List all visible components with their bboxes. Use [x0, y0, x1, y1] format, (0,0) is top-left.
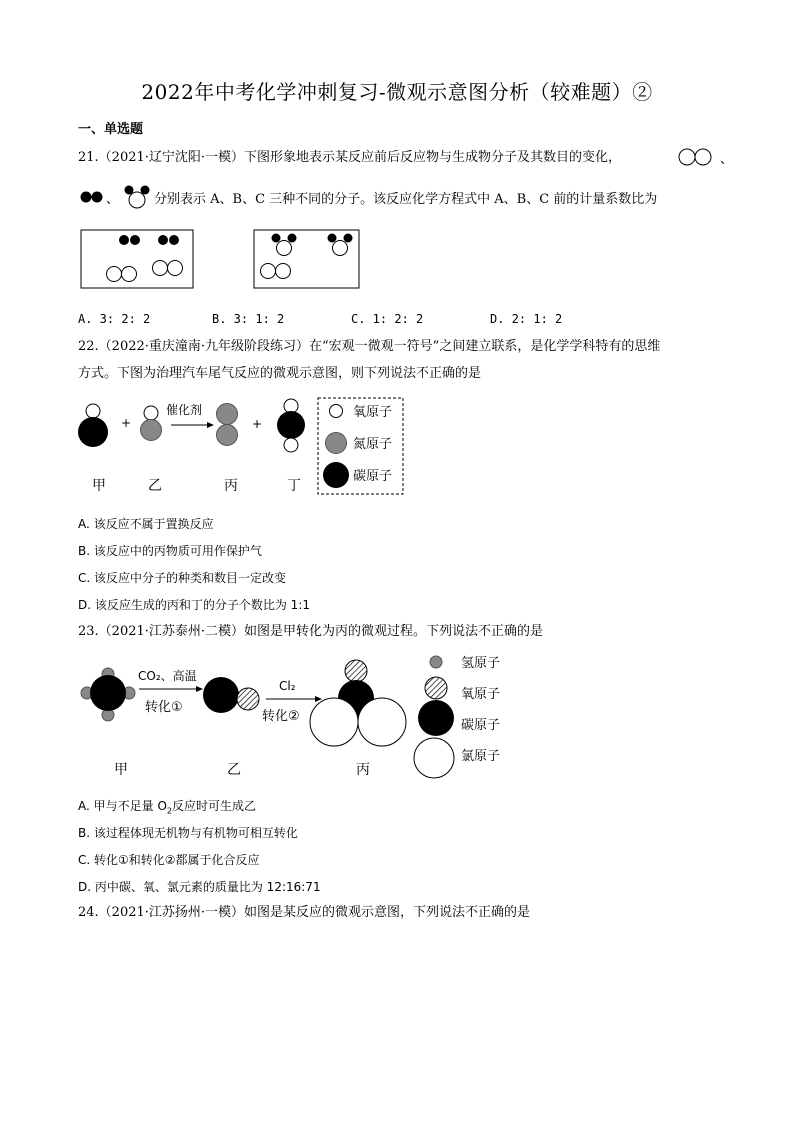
chlorine-legend-icon [414, 738, 454, 778]
oxygen-legend-icon [425, 677, 447, 699]
q23-option-a-sub: 2 [166, 806, 172, 816]
q21-option-a[interactable]: A. 3: 2: 2 [78, 312, 151, 326]
legend-hydrogen: 氢原子 [461, 656, 501, 671]
plus-sign-2: + [252, 417, 263, 431]
question-22 [78, 333, 738, 387]
carbon-legend-icon [323, 462, 349, 488]
q22-reaction-diagram [76, 394, 416, 496]
legend-oxygen: 氧原子 [461, 687, 501, 702]
label-ding: 丁 [287, 478, 301, 494]
q22-option-c[interactable]: C. 该反应中分子的种类和数目一定改变 [78, 571, 287, 585]
catalyst-label: 催化剂 [166, 403, 203, 417]
molecule-b-icon [78, 186, 106, 206]
q23-option-b[interactable]: B. 该过程体现无机物与有机物可相互转化 [78, 826, 298, 840]
q23-stem-line1: 23.（2021·江苏泰州·二模）如图是甲转化为丙的微观过程。下列说法不正确的是 [78, 624, 544, 639]
q21-stem-line2: 分别表示 A、B、C 三种不同的分子。该反应化学方程式中 A、B、C 前的计量系数比为 [154, 192, 658, 207]
label-bing: 丙 [224, 478, 238, 494]
q22-option-a[interactable]: A. 该反应不属于置换反应 [78, 517, 214, 531]
label-jia: 甲 [114, 762, 128, 778]
q23-reaction-diagram [76, 650, 536, 782]
legend-carbon: 碳原子 [461, 718, 501, 733]
hydrogen-legend-icon [430, 656, 442, 668]
q22-option-b[interactable]: B. 该反应中的丙物质可用作保护气 [78, 544, 262, 558]
section-heading: 一、单选题 [78, 122, 144, 137]
plus-sign: + [121, 416, 132, 430]
legend-nitrogen: 氮原子 [353, 437, 393, 452]
cond2-bottom: 转化② [262, 709, 300, 724]
q23-option-c[interactable]: C. 转化①和转化②都属于化合反应 [78, 853, 260, 867]
label-yi: 乙 [148, 478, 162, 494]
q23-option-d[interactable]: D. 丙中碳、氧、氯元素的质量比为 12:16:71 [78, 880, 321, 894]
label-jia: 甲 [92, 478, 106, 494]
molecule-a-icon [676, 146, 716, 168]
after-box [254, 230, 359, 288]
q22-stem-line1: 22.（2022·重庆潼南·九年级阶段练习）在“宏观一微观一符号”之间建立联系，是化学学科特有的思维 [78, 339, 661, 354]
molecule-c-icon [122, 184, 152, 210]
q21-option-d[interactable]: D. 2: 1: 2 [490, 312, 563, 326]
legend-oxygen: 氧原子 [353, 405, 393, 420]
question-24 [78, 899, 728, 926]
q21-option-c[interactable]: C. 1: 2: 2 [351, 312, 424, 326]
q21-option-b[interactable]: B. 3: 1: 2 [212, 312, 285, 326]
question-23 [78, 618, 728, 645]
nitrogen-legend-icon [326, 433, 347, 454]
label-yi: 乙 [227, 762, 241, 778]
q21-reaction-diagram [78, 226, 368, 292]
question-21 [78, 144, 728, 171]
q23-option-a-pre: A. 甲与不足量 O [78, 799, 167, 813]
q23-option-a[interactable] [78, 797, 256, 815]
label-bing: 丙 [356, 762, 370, 778]
q22-stem-line2: 方式。下图为治理汽车尾气反应的微观示意图，则下列说法不正确的是 [78, 366, 482, 381]
cond1-bottom: 转化① [145, 700, 183, 715]
legend-chlorine: 氯原子 [461, 749, 501, 764]
q22-option-d[interactable]: D. 该反应生成的丙和丁的分子个数比为 1:1 [78, 598, 310, 612]
q24-stem-line1: 24.（2021·江苏扬州·一模）如图是某反应的微观示意图，下列说法不正确的是 [78, 905, 531, 920]
q23-option-a-post: 反应时可生成乙 [171, 799, 256, 813]
oxygen-legend-icon [330, 405, 343, 418]
q21-sep2: 、 [106, 192, 120, 207]
q21-sep: 、 [720, 152, 734, 167]
q21-stem-line1: 21.（2021·辽宁沈阳·一模）下图形象地表示某反应前后反应物与生成物分子及其数目的变化， [78, 150, 622, 165]
carbon-legend-icon [418, 700, 454, 736]
cond1-top: CO₂、高温 [138, 669, 197, 683]
page-title: 2022年中考化学冲刺复习-微观示意图分析（较难题）② [141, 80, 653, 104]
legend-carbon: 碳原子 [353, 469, 393, 484]
cond2-top: Cl₂ [279, 679, 296, 693]
